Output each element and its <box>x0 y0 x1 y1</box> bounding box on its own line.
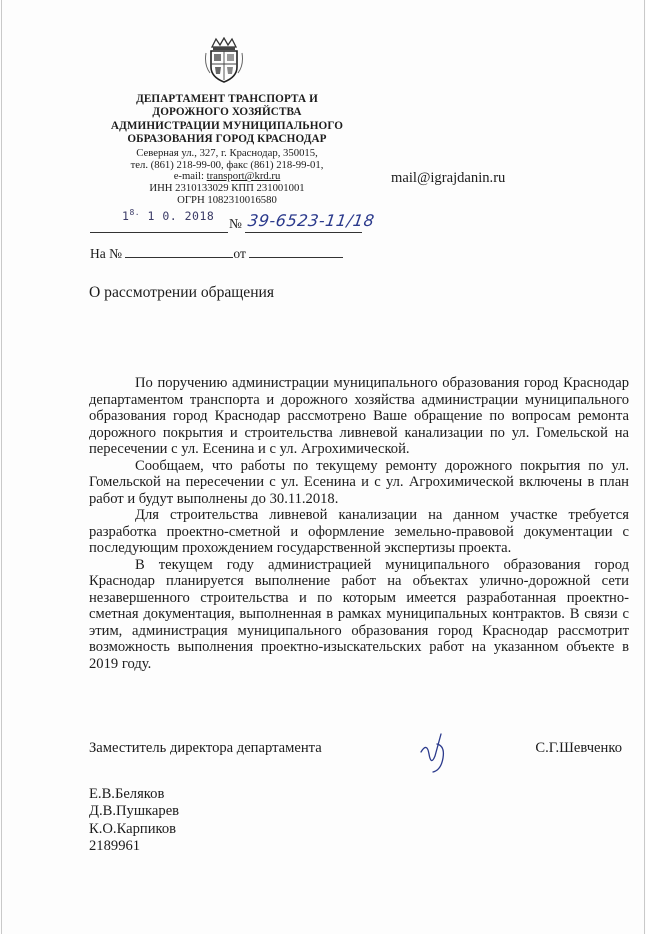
stamp-day-sup: 8. <box>129 208 141 217</box>
scan-left-edge <box>1 0 2 934</box>
org-address: Северная ул., 327, г. Краснодар, 350015, <box>136 146 318 159</box>
handwritten-reg-number: 39-6523-11/18 <box>246 211 376 230</box>
signatory-position: Заместитель директора департамента <box>89 740 322 756</box>
number-label: № <box>229 216 242 231</box>
letter-body <box>89 375 629 672</box>
date-stamp <box>122 208 214 223</box>
body-paragraph: Для строительства ливневой канализации на данном участке требуется разработка проектно-сметной и оформление земельно-правовой документации с последующим прохождением государственной экспертизы проекта. <box>89 507 629 556</box>
incoming-date-label: от <box>233 246 246 261</box>
incoming-number-label: На № <box>90 246 122 261</box>
handwritten-signature <box>419 730 453 774</box>
org-phone: тел. (861) 218-99-00, факс (861) 218-99-01, <box>130 158 324 171</box>
letter-subject: О рассмотрении обращения <box>89 284 275 301</box>
incoming-reference <box>90 246 343 262</box>
organization-name <box>96 93 358 147</box>
org-line: АДМИНИСТРАЦИИ МУНИЦИПАЛЬНОГО <box>110 119 344 132</box>
signature-block <box>89 740 629 780</box>
stamp-day: 1 <box>122 208 130 223</box>
outgoing-registration <box>89 205 379 239</box>
incoming-number-blank <box>125 246 233 258</box>
body-paragraph: Сообщаем, что работы по текущему ремонту дорожного покрытия по ул. Гомельской на пересечении с ул. Есенина и с ул. Агрохимической включены в план работ и будут выполнены до 30.11.2018. <box>89 457 629 507</box>
org-line: ДЕПАРТАМЕНТ ТРАНСПОРТА И <box>136 93 318 105</box>
executor-name: Е.В.Беляков <box>89 786 165 802</box>
signatory-name: С.Г.Шевченко <box>535 740 622 756</box>
date-underline <box>90 232 228 233</box>
letterhead <box>96 93 358 207</box>
org-line: ДОРОЖНОГО ХОЗЯЙСТВА <box>152 106 302 119</box>
recipient-email: mail@igrajdanin.ru <box>391 170 506 186</box>
executor-phone: 2189961 <box>89 838 141 855</box>
coat-of-arms-icon <box>204 37 244 83</box>
org-line: ОБРАЗОВАНИЯ ГОРОД КРАСНОДАР <box>127 133 327 146</box>
executor-name: К.О.Карпиков <box>89 820 177 837</box>
scan-right-edge <box>644 0 645 934</box>
body-paragraph: В текущем году администрацией муниципального образования город Краснодар планируется выполнение работ на объектах улично-дорожной сети незавершенного строительства и по которым имеется разработанная проектно-сметная документация, выполненная в рамках муниципальных контрактов. В связи с этим, администрация муниципального образования город Краснодар рассмотрит возможность выполнения проектно-изыскательских работ на указанном объекте в 2019 году. <box>89 556 629 672</box>
org-email-link[interactable]: transport@krd.ru <box>206 170 281 183</box>
executor-name: Д.В.Пушкарев <box>89 803 180 820</box>
org-inn-kpp: ИНН 2310133029 КПП 231001001 <box>149 182 305 195</box>
organization-contacts <box>96 148 358 208</box>
org-ogrn: ОГРН 1082310016580 <box>177 194 277 207</box>
executors-list <box>89 786 179 856</box>
body-paragraph: По поручению администрации муниципального образования город Краснодар департаментом транспорта и дорожного хозяйства администрации муниципального образования город Краснодар рассмотрено Ваше обращение по вопросам ремонта дорожного покрытия и строительства ливневой канализации по ул. Гомельской на пересечении с ул. Есенина и с ул. Агрохимической. <box>89 375 629 457</box>
stamp-date-rest: 1 0. 2018 <box>140 208 215 223</box>
org-email-label: e-mail: <box>173 170 207 183</box>
incoming-date-blank <box>249 246 343 258</box>
number-underline <box>245 232 362 233</box>
